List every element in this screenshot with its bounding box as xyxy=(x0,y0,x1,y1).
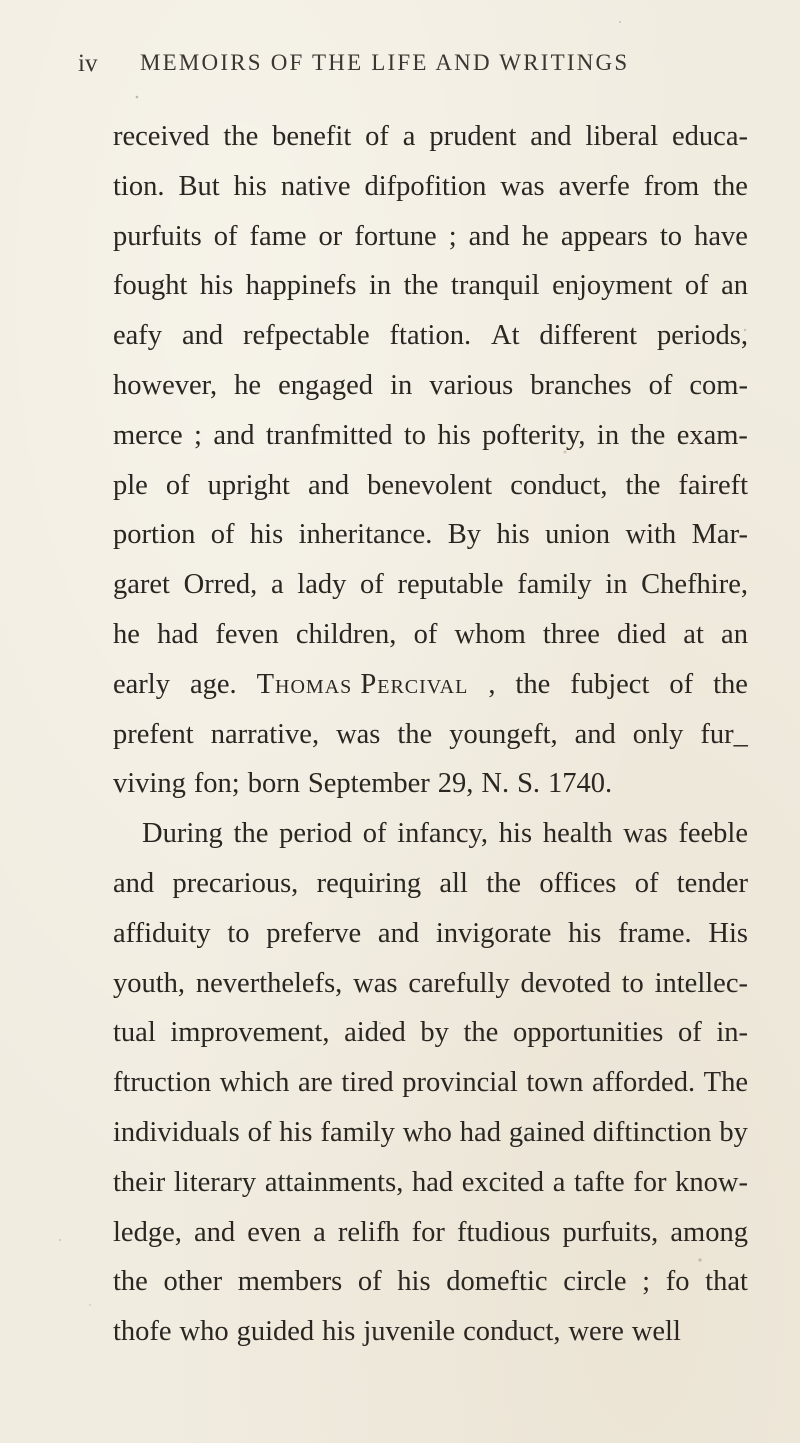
word: the xyxy=(463,1017,499,1049)
word: even xyxy=(247,1216,301,1248)
word: conduct, xyxy=(463,1316,561,1348)
word: frame. xyxy=(618,917,692,949)
word: At xyxy=(491,320,520,352)
word: 29, xyxy=(437,768,474,800)
word: in xyxy=(605,569,628,601)
word: lady xyxy=(297,569,347,601)
word: fon; xyxy=(193,768,240,800)
word: N. xyxy=(481,768,510,800)
word: however, xyxy=(113,369,218,401)
text-line xyxy=(113,660,748,710)
word: benefit xyxy=(272,121,352,152)
word: members xyxy=(237,1266,343,1298)
word: tion. xyxy=(113,170,165,202)
text-line xyxy=(113,1257,748,1307)
word: tranquil xyxy=(450,270,540,302)
word: By xyxy=(447,519,482,551)
word: an xyxy=(721,270,748,302)
word: invigorate xyxy=(435,917,552,949)
word: refpectable xyxy=(243,320,370,352)
word: the xyxy=(233,818,269,850)
word: But xyxy=(178,170,220,202)
word: eafy xyxy=(113,320,163,352)
word: health xyxy=(542,818,613,850)
word: youngeft, xyxy=(449,718,558,750)
word: or xyxy=(318,220,343,252)
text-line xyxy=(113,361,748,411)
word: with xyxy=(625,519,677,551)
word: aided xyxy=(344,1017,406,1049)
word: a xyxy=(313,1216,326,1248)
word: by xyxy=(719,1116,748,1148)
word: ftudious xyxy=(456,1216,551,1248)
word: provincial xyxy=(402,1067,518,1099)
text-line xyxy=(113,1158,748,1208)
word: in xyxy=(368,270,392,302)
word: he xyxy=(113,618,140,650)
word: prudent xyxy=(429,121,517,152)
word: town xyxy=(526,1067,584,1099)
word: com- xyxy=(689,369,748,401)
word: his xyxy=(568,917,602,949)
word: benevolent xyxy=(367,469,493,501)
word: inheritance. xyxy=(298,519,433,551)
word: his xyxy=(496,519,530,551)
word: improvement, xyxy=(170,1017,330,1049)
word: his xyxy=(199,270,234,302)
word: afforded. xyxy=(591,1067,696,1099)
word: family xyxy=(517,569,592,601)
word: and xyxy=(574,718,616,750)
word: offices xyxy=(539,867,617,899)
word: of xyxy=(210,519,235,551)
word: his xyxy=(249,519,284,551)
word: was xyxy=(336,718,381,750)
text-line xyxy=(113,710,748,760)
word: only xyxy=(632,718,684,750)
word: the xyxy=(625,469,661,501)
word: of xyxy=(648,369,673,401)
word: relifh xyxy=(337,1216,400,1248)
word: to xyxy=(621,967,644,999)
word: children, xyxy=(295,618,397,650)
word: 1740. xyxy=(548,768,613,800)
word: the xyxy=(223,121,259,152)
word: of xyxy=(247,1116,272,1148)
word: Thomas Percival xyxy=(256,668,469,700)
text-line xyxy=(113,1307,748,1357)
word: of xyxy=(360,569,384,601)
word: preferve xyxy=(266,917,362,949)
text-line xyxy=(113,809,748,859)
word: from xyxy=(643,170,700,202)
word: an xyxy=(721,618,748,650)
word: and xyxy=(307,469,350,501)
word: to xyxy=(403,419,427,451)
text-line xyxy=(113,112,748,162)
word: and xyxy=(193,1216,236,1248)
word: period xyxy=(279,818,352,850)
word: the xyxy=(113,1266,148,1298)
word: literary xyxy=(173,1166,257,1198)
word: of xyxy=(365,121,389,152)
text-line xyxy=(113,411,748,461)
word: in xyxy=(596,419,620,451)
word: ; xyxy=(642,1266,651,1298)
word: juvenile xyxy=(363,1316,456,1348)
word: ; xyxy=(448,220,457,252)
word: to xyxy=(659,220,683,252)
word: prefent xyxy=(113,718,194,750)
word: appears xyxy=(560,220,648,252)
word: early xyxy=(113,668,170,700)
text-line xyxy=(113,510,748,560)
word: merce xyxy=(113,419,183,451)
word: a xyxy=(270,569,284,601)
word: pofterity, xyxy=(482,419,586,451)
word: and xyxy=(181,320,224,352)
word: by xyxy=(420,1017,449,1049)
word: Orred, xyxy=(183,569,258,601)
text-line xyxy=(113,261,748,311)
text-line xyxy=(113,1108,748,1158)
word: guided xyxy=(236,1316,315,1348)
word: engaged xyxy=(278,369,374,401)
word: was xyxy=(623,818,668,850)
word: reputable xyxy=(397,569,504,601)
word: and xyxy=(530,121,572,152)
word: had xyxy=(411,1166,454,1198)
word: upright xyxy=(207,469,290,501)
word: different xyxy=(539,320,638,352)
word: and xyxy=(468,220,510,252)
word: diftinction xyxy=(592,1116,712,1148)
word: fubject xyxy=(570,668,650,700)
word: union xyxy=(545,519,611,551)
word: liberal xyxy=(585,121,659,152)
word: ; xyxy=(194,419,202,451)
word: , xyxy=(488,668,496,700)
word: circle xyxy=(563,1266,627,1298)
word: at xyxy=(683,618,704,650)
word: tender xyxy=(676,867,748,899)
word: purfuits, xyxy=(562,1216,659,1248)
word: S. xyxy=(517,768,541,800)
word: individuals xyxy=(113,1116,240,1148)
word: his xyxy=(437,419,471,451)
running-title: MEMOIRS OF THE LIFE AND WRITINGS xyxy=(140,50,630,75)
word: garet xyxy=(113,569,170,601)
word: tual xyxy=(113,1017,156,1049)
word: the xyxy=(713,170,748,202)
text-line xyxy=(113,162,748,212)
word: his xyxy=(397,1266,431,1298)
word: tired xyxy=(341,1067,394,1099)
text-line xyxy=(113,1058,748,1108)
word: all xyxy=(439,867,468,899)
word: fortune xyxy=(354,220,437,252)
word: intellec- xyxy=(654,967,748,999)
word: ftation. xyxy=(389,320,472,352)
word: of xyxy=(669,668,694,700)
word: for xyxy=(411,1216,445,1248)
page-number: iv xyxy=(78,50,98,77)
word: the xyxy=(630,419,666,451)
word: was xyxy=(353,967,398,999)
word: opportunities xyxy=(512,1017,664,1049)
word: his xyxy=(233,170,267,202)
word: the xyxy=(397,718,433,750)
word: precarious, xyxy=(172,867,299,899)
word: of xyxy=(362,818,387,850)
word: the xyxy=(713,668,748,700)
word: were xyxy=(568,1316,624,1348)
word: educa- xyxy=(672,121,748,152)
word: devoted xyxy=(520,967,611,999)
word: viving xyxy=(113,768,186,800)
word: Chefhire, xyxy=(641,569,748,601)
word: are xyxy=(297,1067,333,1099)
word: The xyxy=(703,1067,748,1099)
word: requiring xyxy=(316,867,422,899)
text-line xyxy=(113,311,748,361)
word: of xyxy=(634,867,659,899)
running-head xyxy=(78,50,738,84)
text-line xyxy=(113,1208,748,1258)
word: periods, xyxy=(656,320,748,352)
word: youth, xyxy=(113,967,186,999)
word: know- xyxy=(675,1166,748,1198)
word: portion xyxy=(113,519,196,551)
word: received xyxy=(113,121,210,152)
word: native xyxy=(280,170,351,202)
word: other xyxy=(163,1266,223,1298)
word: their xyxy=(113,1166,166,1198)
word: excited xyxy=(461,1166,545,1198)
text-line xyxy=(113,959,748,1009)
word: fame xyxy=(249,220,307,252)
word: infancy, xyxy=(397,818,488,850)
word: have xyxy=(694,220,748,252)
word: fo xyxy=(665,1266,690,1298)
word: attainments, xyxy=(264,1166,404,1198)
word: affiduity xyxy=(113,917,211,949)
word: faireft xyxy=(678,469,748,501)
word: fought xyxy=(113,270,188,302)
word: of xyxy=(684,270,709,302)
word: who xyxy=(179,1316,229,1348)
word: his xyxy=(498,818,533,850)
word: ftruction xyxy=(113,1067,212,1099)
word: three xyxy=(542,618,600,650)
word: well xyxy=(631,1316,681,1348)
word: September xyxy=(307,768,430,800)
word: neverthelefs, xyxy=(195,967,343,999)
word: age. xyxy=(189,668,237,700)
text-line xyxy=(113,560,748,610)
word: a xyxy=(552,1166,566,1198)
word: was xyxy=(500,170,545,202)
word: the xyxy=(403,270,439,302)
word: and xyxy=(113,867,155,899)
word: narrative, xyxy=(210,718,320,750)
word: feven xyxy=(215,618,279,650)
word: of xyxy=(413,618,438,650)
body-text xyxy=(113,112,748,1357)
word: carefully xyxy=(408,967,510,999)
text-line xyxy=(113,859,748,909)
text-line xyxy=(113,212,748,262)
word: feeble xyxy=(678,818,748,850)
word: of xyxy=(677,1017,702,1049)
word: born xyxy=(247,768,300,800)
text-line xyxy=(113,909,748,959)
word: of xyxy=(213,220,238,252)
word: the xyxy=(486,867,522,899)
word: of xyxy=(357,1266,382,1298)
word: he xyxy=(234,369,262,401)
word: in xyxy=(390,369,413,401)
word: and xyxy=(377,917,420,949)
word: ledge, xyxy=(113,1216,182,1248)
word: ple xyxy=(113,469,148,501)
word: gained xyxy=(508,1116,585,1148)
word: thofe xyxy=(113,1316,172,1348)
word: branches xyxy=(530,369,632,401)
word: enjoyment xyxy=(552,270,673,302)
word: among xyxy=(670,1216,748,1248)
word: various xyxy=(429,369,514,401)
word: his xyxy=(322,1316,356,1348)
word: a xyxy=(402,121,416,152)
word: conduct, xyxy=(510,469,608,501)
word: whom xyxy=(454,618,526,650)
word: the xyxy=(515,668,551,700)
word: happinefs xyxy=(245,270,357,302)
word: had xyxy=(157,618,199,650)
word: who xyxy=(402,1116,452,1148)
word: family xyxy=(320,1116,395,1148)
word: and xyxy=(213,419,255,451)
word: tranfmitted xyxy=(265,419,393,451)
word: of xyxy=(165,469,190,501)
word: domeftic xyxy=(446,1266,548,1298)
word: died xyxy=(617,618,667,650)
word: had xyxy=(459,1116,501,1148)
text-line xyxy=(113,759,748,809)
word: which xyxy=(219,1067,290,1099)
word: he xyxy=(521,220,549,252)
word: exam- xyxy=(676,419,748,451)
word: His xyxy=(708,917,748,949)
word: Mar- xyxy=(691,519,748,551)
word: tafte xyxy=(574,1166,625,1198)
word: for xyxy=(633,1166,667,1198)
word: fur_ xyxy=(700,718,748,750)
word: averfe xyxy=(558,170,630,202)
text-line xyxy=(113,461,748,511)
word: purfuits xyxy=(113,220,202,252)
word: During xyxy=(142,818,223,850)
text-line xyxy=(113,1008,748,1058)
word: that xyxy=(705,1266,748,1298)
word: his xyxy=(279,1116,313,1148)
text-line xyxy=(113,610,748,660)
word: to xyxy=(227,917,250,949)
word: difpofition xyxy=(364,170,487,202)
word: in- xyxy=(716,1017,748,1049)
